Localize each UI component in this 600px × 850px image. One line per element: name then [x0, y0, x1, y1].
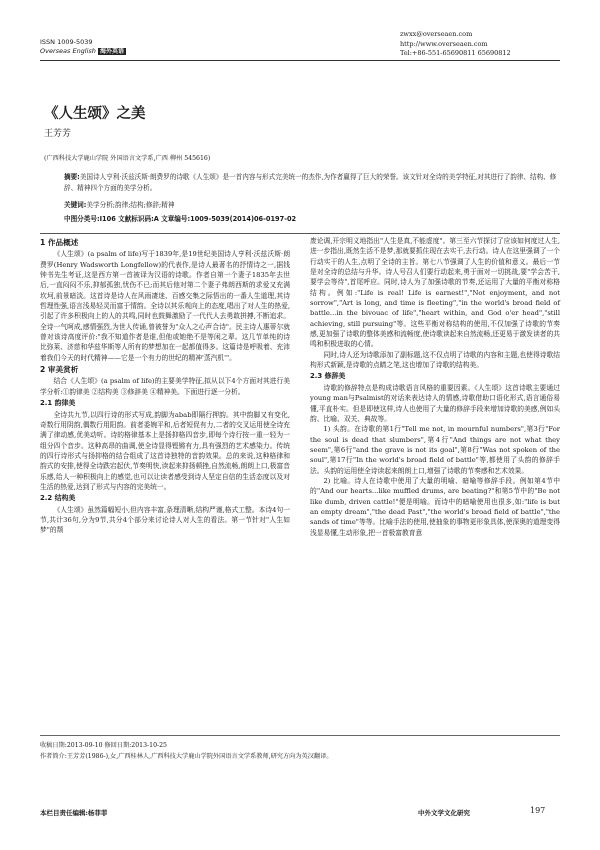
- journal-header: [40, 38, 126, 56]
- right-column: [310, 236, 560, 538]
- column-editor: 本栏目责任编辑:杨菲菲: [40, 809, 108, 817]
- paragraph: 《人生颂》(a psalm of life)写于1839年,是19世纪美国诗人亨利·沃兹沃斯·朗费罗(Henry Wadsworth Longfellow)的代表作,是诗人最著名的抒情诗之一,据钱钟书先生考证,这是西方第一首被译为汉语的诗歌。作者自第一个妻子1835年去世后,一直闷闷不乐,抑郁孤独,忧伤不已;而其后他对第二个妻子弗朗西斯的求爱又充满坎坷,前景暗淡。这首诗是诗人在风雨凄迷、百感交集之际悟出的一番人生道理,其诗哲理性强,语言浅易轻灵而富于情韵。全诗以其乐观向上的态度,唱出了对人生的热爱,引起了许多积极向上的人的共鸣,同时也鼓舞激励了一代代人去勇敢拼搏,不断追求。全诗一气呵成,感情强烈,为世人传诵,曾被誉为"众人之心声合诗"。民主诗人惠蒂尔就曾对该诗高度评价:"我不知道作者是谁,但他或她绝不是等闲之辈。这几节单纯的诗比弥莱、济慈和华兹华斯等人所有的梦想加在一起都值得多。这篇诗是呼吸着、充沛着我们今天的时代精神——它是一个有力的世纪的精神'蒸汽机'"。: [40, 250, 290, 362]
- classification-line: 中图分类号:I106 文献标识码:A 文章编号:1009-5039(2014)06-0197-02: [64, 215, 297, 223]
- contact-website: http://www.overseaen.com: [400, 39, 488, 48]
- journal-name-en: Overseas English: [40, 47, 96, 55]
- subsection-heading: 2.3 修辞美: [310, 372, 346, 381]
- author-bio: 作者简介:王芳芳(1986-),女,广西桂林人,广西科技大学鹿山学院外国语言文学系教师,研究方向为英汉翻译。: [40, 753, 333, 760]
- abstract-label: 摘要:: [64, 173, 80, 181]
- paragraph: 同时,诗人还为诗歌添加了副标题,这不仅点明了诗歌的内容和主题,也使得诗歌结构形式新颖,是诗歌的点睛之笔,这也增加了诗歌的结构美。: [310, 350, 560, 370]
- paragraph: 全诗共九节,以四行诗的形式写成,韵脚为abab即隔行押韵。其中韵脚又有变化,奇数行用阴韵,偶数行用阳韵。前者委婉平和,后者短促有力,二者的交叉运用使全诗充满了律动感,优美动听。诗的格律基本上是扬抑格四音步,即每个诗行按一重一轻为一组分四个音步。这种高昂的曲调,使全诗显得铿锵有力,具有强烈的艺术感染力。传统的四行诗形式与扬抑格的结合组成了这首诗独特的音韵效果。总的来说,这种格律和韵式的安排,使得全诗跌宕起伏,节奏明快,读起来抑扬顿挫,自然流畅,朗朗上口,极富音乐感,给人一种积极向上的感觉,也可以让读者感受到诗人坚定自信的生活态度以及对生活的热爱,达到了形式与内容的完美统一。: [40, 410, 290, 491]
- abstract-text: 美国诗人亨利·沃兹沃斯·朗费罗的诗歌《人生颂》是一首内容与形式完美统一的杰作,为作者赢得了巨大的荣誉。该文针对全诗的美学特征,对其进行了韵律、结构、修辞、精神四个方面的美学分析。: [64, 173, 557, 192]
- left-column: [40, 236, 290, 536]
- header-rule: [40, 60, 560, 61]
- section-rule: [40, 233, 560, 234]
- journal-name-cn: 海外英语: [100, 48, 125, 55]
- abstract: [64, 172, 560, 193]
- contact-tel: Tel:+86-551-65690811 65690812: [400, 49, 511, 57]
- keywords-label: 关键词:: [64, 201, 87, 209]
- contact-email: zwxx@overseaen.com: [400, 30, 473, 38]
- journal-name: [40, 47, 126, 56]
- page-number: 197: [530, 806, 546, 815]
- section-name: 中外文学文化研究: [418, 809, 470, 817]
- paragraph: 诗歌的修辞特点是构成诗歌语言风格的重要因素。《人生颂》这首诗歌主要通过young man与Psalmist的对话来表达诗人的情感,诗歌借助口语化形式,语言通俗易懂,平直朴实。但是即使这样,诗人也使用了大量的修辞手段来增加诗歌的美感,例如头韵、比喻、双关、典故等。: [310, 383, 560, 423]
- paragraph: 废论调,开宗明义地指出"人生是真,不能虚度"。第三至六节探讨了应该如何度过人生,进一步指出,既然生活不是梦,那就要抓住现在去实干,去行动。诗人在这里强调了一个行动实干的人生,点明了全诗的主旨。第七八节强调了人生的价值和意义。最后一节是对全诗的总结与升华。诗人号召人们要行动起来,勇于面对一切挑战,要"学会苦干,要学会等待",首尾呼应。同时,诗人为了加强诗歌的节奏,还运用了大量的平衡对称格结构。例如:"Life is real! Life is earnest!","Not enjoyment, and not sorrow","Art is long, and time is fleeting","in the world's broad field of battle...in the bivouac of life","heart within, and God o'er head","still achieving, still pursuing"等。这些平衡对称结构的使用,不仅加强了诗歌的节奏感,更加强了诗歌的整体美感和流畅度,使诗歌读起来自然流畅,还更易于激发读者的共鸣和积极进取的心情。: [310, 237, 560, 349]
- article-author: 王芳芳: [44, 129, 72, 139]
- subsection-heading: 2.1 韵律美: [40, 399, 76, 408]
- footnote-rule: [40, 735, 560, 736]
- paragraph: 结合《人生颂》(a psalm of life)的主要美学特征,拟从以下4个方面对其进行美学分析:①韵律美 ②结构美 ③修辞美 ④精神美。下面进行逐一分析。: [40, 377, 290, 396]
- keywords: [64, 199, 174, 209]
- author-affiliation: (广西科技大学鹿山学院 外国语言文学系,广西 柳州 545616): [44, 155, 211, 162]
- subsection-heading: 2.2 结构美: [40, 494, 76, 503]
- footnote: [40, 740, 333, 762]
- issn: ISSN 1009-5039: [40, 38, 93, 46]
- section-heading: 1 作品概述: [40, 238, 79, 247]
- keywords-text: 美学分析;韵律;结构;修辞;精神: [86, 201, 175, 209]
- paragraph: 1) 头韵。在诗歌的第1行"Tell me not, in mournful numbers",第3行"For the soul is dead that slumbers",第4行"And things are not what they seem",第6行"and the grave is not its goal",第8行"Was not spoken of the soul",第17行"In the world's broad field of battle"等,都使用了头韵的修辞手法。头韵的运用使全诗读起来朗朗上口,增强了诗歌的节奏感和艺术效果。: [310, 425, 560, 475]
- journal-contact: [400, 30, 511, 59]
- paragraph: 2) 比喻。诗人在诗歌中使用了大量的明喻、暗喻等修辞手段。例如第4节中的"And our hearts...like muffled drums, are beating?"和第5节中的"Be not like dumb, driven cattle!"便是明喻。而诗中的暗喻使用也很多,如:"life is but an empty dream","the dead Past","the world's broad field of battle","the sands of time"等等。比喻手法的使用,使抽象的事物更形象具体,使深奥的道理变得浅显易懂,生动形象,把一首极富教育意: [310, 476, 560, 537]
- article-title: 《人生颂》之美: [44, 105, 146, 122]
- paragraph: 《人生颂》虽然篇幅短小,但内容丰富,条理清晰,结构严谨,格式工整。本诗4句一节,共计36句,分为9节,共分4个部分来讨论诗人对人生的看法。第一节针对"人生如梦"的颓: [40, 505, 290, 535]
- section-heading: 2 审美赏析: [40, 365, 79, 375]
- received-dates: 收稿日期:2013-09-10 修回日期:2013-10-25: [40, 742, 167, 749]
